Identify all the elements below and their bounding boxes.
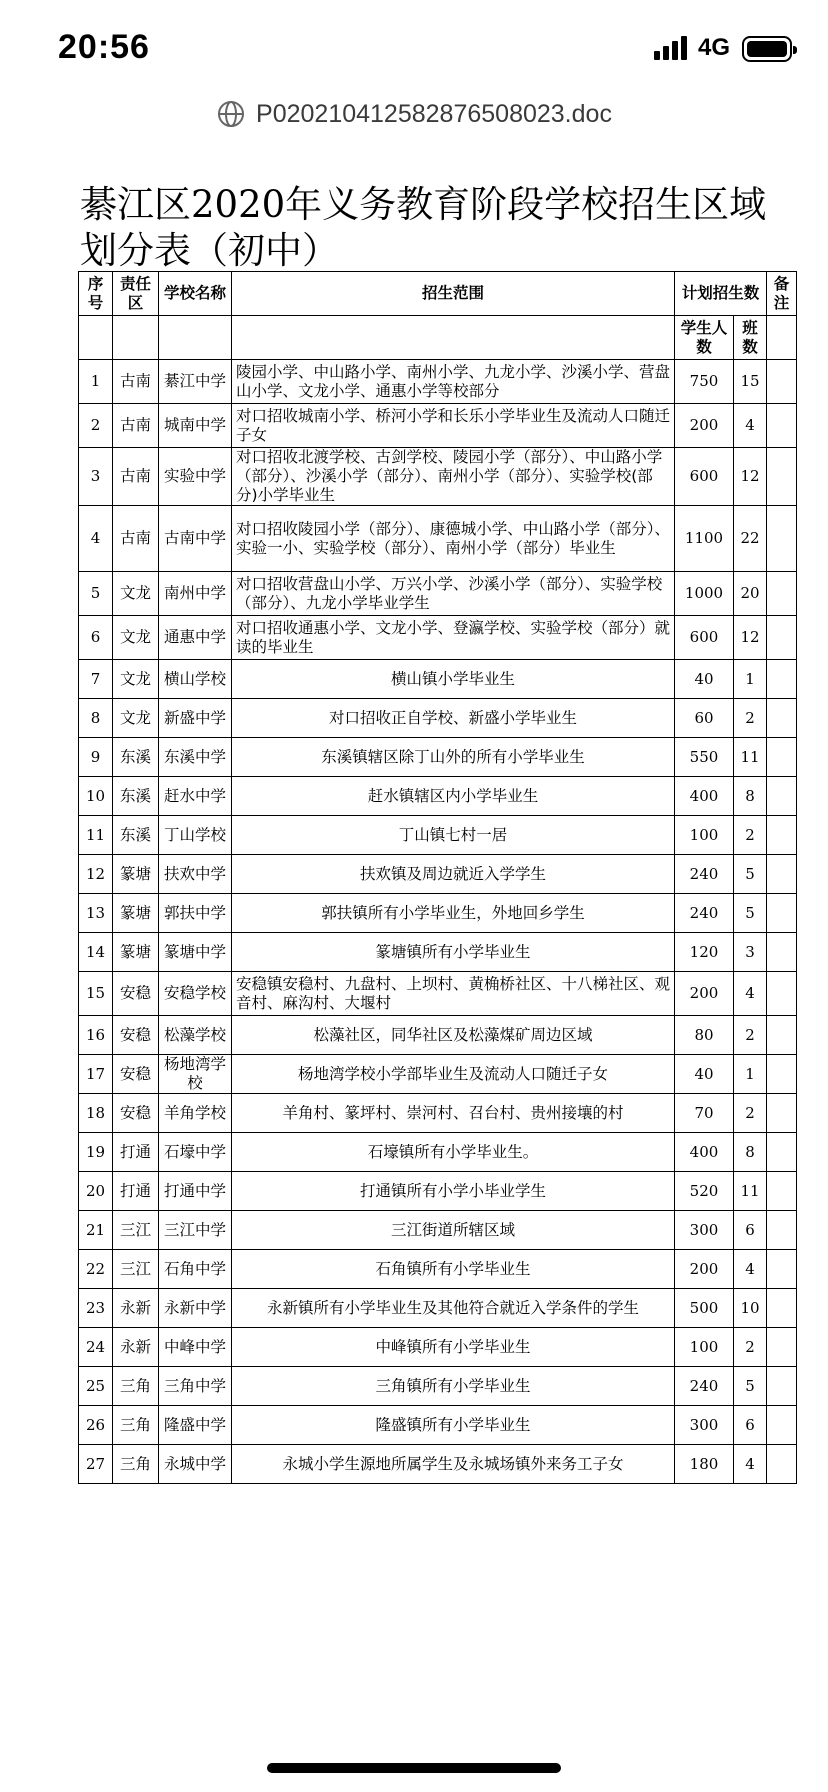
row-students: 1000 bbox=[675, 572, 734, 616]
row-school: 南州中学 bbox=[159, 572, 232, 616]
row-students: 240 bbox=[675, 1367, 734, 1406]
row-remarks bbox=[767, 360, 797, 404]
table-row bbox=[79, 1289, 797, 1328]
status-time: 20:56 bbox=[58, 28, 150, 66]
cellular-signal-icon bbox=[654, 36, 688, 60]
row-district: 三江 bbox=[113, 1250, 159, 1289]
row-students: 400 bbox=[675, 777, 734, 816]
row-school: 新盛中学 bbox=[159, 699, 232, 738]
header-blank bbox=[113, 316, 159, 360]
row-school: 丁山学校 bbox=[159, 816, 232, 855]
row-classes: 22 bbox=[734, 506, 767, 572]
row-remarks bbox=[767, 1211, 797, 1250]
row-remarks bbox=[767, 777, 797, 816]
table-row bbox=[79, 360, 797, 404]
header-remarks: 备注 bbox=[767, 272, 797, 316]
row-classes: 11 bbox=[734, 738, 767, 777]
row-remarks bbox=[767, 816, 797, 855]
row-classes: 2 bbox=[734, 699, 767, 738]
row-school: 石角中学 bbox=[159, 1250, 232, 1289]
row-scope: 石壕镇所有小学毕业生。 bbox=[232, 1133, 675, 1172]
table-row bbox=[79, 1133, 797, 1172]
row-seq: 1 bbox=[79, 360, 113, 404]
row-students: 600 bbox=[675, 448, 734, 506]
row-school: 松藻学校 bbox=[159, 1016, 232, 1055]
row-district: 篆塘 bbox=[113, 933, 159, 972]
row-school: 篆塘中学 bbox=[159, 933, 232, 972]
row-school: 横山学校 bbox=[159, 660, 232, 699]
row-scope: 郭扶镇所有小学毕业生，外地回乡学生 bbox=[232, 894, 675, 933]
header-blank bbox=[79, 316, 113, 360]
row-students: 100 bbox=[675, 816, 734, 855]
row-classes: 4 bbox=[734, 1250, 767, 1289]
network-type: 4G bbox=[698, 34, 731, 61]
row-scope: 丁山镇七村一居 bbox=[232, 816, 675, 855]
table-row bbox=[79, 933, 797, 972]
table-row bbox=[79, 1211, 797, 1250]
row-seq: 7 bbox=[79, 660, 113, 699]
row-district: 三角 bbox=[113, 1367, 159, 1406]
table-row bbox=[79, 616, 797, 660]
row-scope: 永城小学生源地所属学生及永城场镇外来务工子女 bbox=[232, 1445, 675, 1484]
row-classes: 3 bbox=[734, 933, 767, 972]
table-body bbox=[79, 360, 797, 1484]
table-row bbox=[79, 1016, 797, 1055]
row-school: 扶欢中学 bbox=[159, 855, 232, 894]
row-scope: 杨地湾学校小学部毕业生及流动人口随迁子女 bbox=[232, 1055, 675, 1094]
row-scope: 对口招收正自学校、新盛小学毕业生 bbox=[232, 699, 675, 738]
row-district: 打通 bbox=[113, 1133, 159, 1172]
row-classes: 8 bbox=[734, 777, 767, 816]
row-seq: 21 bbox=[79, 1211, 113, 1250]
row-district: 安稳 bbox=[113, 1055, 159, 1094]
row-students: 600 bbox=[675, 616, 734, 660]
row-scope: 中峰镇所有小学毕业生 bbox=[232, 1328, 675, 1367]
row-remarks bbox=[767, 660, 797, 699]
row-classes: 10 bbox=[734, 1289, 767, 1328]
row-remarks bbox=[767, 1328, 797, 1367]
row-scope: 横山镇小学毕业生 bbox=[232, 660, 675, 699]
row-seq: 16 bbox=[79, 1016, 113, 1055]
row-district: 三江 bbox=[113, 1211, 159, 1250]
row-remarks bbox=[767, 894, 797, 933]
row-district: 永新 bbox=[113, 1289, 159, 1328]
row-district: 古南 bbox=[113, 360, 159, 404]
row-classes: 4 bbox=[734, 1445, 767, 1484]
row-seq: 26 bbox=[79, 1406, 113, 1445]
table-row bbox=[79, 1172, 797, 1211]
table-row bbox=[79, 1055, 797, 1094]
row-district: 安稳 bbox=[113, 1094, 159, 1133]
table-row bbox=[79, 404, 797, 448]
table-row bbox=[79, 738, 797, 777]
row-seq: 20 bbox=[79, 1172, 113, 1211]
row-seq: 3 bbox=[79, 448, 113, 506]
row-scope: 对口招收城南小学、桥河小学和长乐小学毕业生及流动人口随迁子女 bbox=[232, 404, 675, 448]
row-students: 40 bbox=[675, 1055, 734, 1094]
row-remarks bbox=[767, 1250, 797, 1289]
row-remarks bbox=[767, 572, 797, 616]
row-remarks bbox=[767, 972, 797, 1016]
row-students: 300 bbox=[675, 1211, 734, 1250]
row-district: 安稳 bbox=[113, 972, 159, 1016]
row-remarks bbox=[767, 1016, 797, 1055]
row-remarks bbox=[767, 855, 797, 894]
row-scope: 对口招收陵园小学（部分）、康德城小学、中山路小学（部分）、实验一小、实验学校（部分）、南州小学（部分）毕业生 bbox=[232, 506, 675, 572]
row-school: 实验中学 bbox=[159, 448, 232, 506]
row-school: 杨地湾学校 bbox=[159, 1055, 232, 1094]
header-classes: 班数 bbox=[734, 316, 767, 360]
row-school: 打通中学 bbox=[159, 1172, 232, 1211]
row-scope: 松藻社区，同华社区及松藻煤矿周边区域 bbox=[232, 1016, 675, 1055]
row-remarks bbox=[767, 1172, 797, 1211]
row-remarks bbox=[767, 738, 797, 777]
file-name: P020210412582876508023.doc bbox=[256, 99, 612, 128]
table-row bbox=[79, 777, 797, 816]
row-remarks bbox=[767, 506, 797, 572]
row-students: 750 bbox=[675, 360, 734, 404]
row-school: 羊角学校 bbox=[159, 1094, 232, 1133]
row-classes: 5 bbox=[734, 1367, 767, 1406]
row-remarks bbox=[767, 699, 797, 738]
row-school: 三江中学 bbox=[159, 1211, 232, 1250]
table-row bbox=[79, 506, 797, 572]
table-row bbox=[79, 1406, 797, 1445]
table-row bbox=[79, 1328, 797, 1367]
row-students: 100 bbox=[675, 1328, 734, 1367]
row-scope: 三角镇所有小学毕业生 bbox=[232, 1367, 675, 1406]
row-district: 东溪 bbox=[113, 816, 159, 855]
header-blank bbox=[232, 316, 675, 360]
row-students: 180 bbox=[675, 1445, 734, 1484]
row-seq: 14 bbox=[79, 933, 113, 972]
row-classes: 1 bbox=[734, 1055, 767, 1094]
row-scope: 对口招收通惠小学、文龙小学、登瀛学校、实验学校（部分）就读的毕业生 bbox=[232, 616, 675, 660]
row-students: 500 bbox=[675, 1289, 734, 1328]
row-district: 文龙 bbox=[113, 699, 159, 738]
row-seq: 5 bbox=[79, 572, 113, 616]
row-classes: 12 bbox=[734, 616, 767, 660]
row-students: 550 bbox=[675, 738, 734, 777]
row-students: 200 bbox=[675, 1250, 734, 1289]
row-remarks bbox=[767, 1367, 797, 1406]
row-seq: 19 bbox=[79, 1133, 113, 1172]
row-students: 200 bbox=[675, 404, 734, 448]
row-district: 三角 bbox=[113, 1406, 159, 1445]
row-seq: 13 bbox=[79, 894, 113, 933]
row-scope: 篆塘镇所有小学毕业生 bbox=[232, 933, 675, 972]
row-school: 安稳学校 bbox=[159, 972, 232, 1016]
row-scope: 打通镇所有小学小毕业学生 bbox=[232, 1172, 675, 1211]
row-district: 三角 bbox=[113, 1445, 159, 1484]
row-classes: 6 bbox=[734, 1406, 767, 1445]
row-seq: 4 bbox=[79, 506, 113, 572]
row-district: 文龙 bbox=[113, 572, 159, 616]
row-students: 1100 bbox=[675, 506, 734, 572]
row-scope: 石角镇所有小学毕业生 bbox=[232, 1250, 675, 1289]
row-school: 永城中学 bbox=[159, 1445, 232, 1484]
row-scope: 永新镇所有小学毕业生及其他符合就近入学条件的学生 bbox=[232, 1289, 675, 1328]
row-scope: 对口招收营盘山小学、万兴小学、沙溪小学（部分）、实验学校（部分）、九龙小学毕业学生 bbox=[232, 572, 675, 616]
row-seq: 17 bbox=[79, 1055, 113, 1094]
row-students: 240 bbox=[675, 855, 734, 894]
row-classes: 5 bbox=[734, 855, 767, 894]
row-school: 赶水中学 bbox=[159, 777, 232, 816]
row-students: 240 bbox=[675, 894, 734, 933]
row-remarks bbox=[767, 404, 797, 448]
row-remarks bbox=[767, 1055, 797, 1094]
header-plan: 计划招生数 bbox=[675, 272, 767, 316]
row-district: 文龙 bbox=[113, 616, 159, 660]
row-remarks bbox=[767, 1406, 797, 1445]
row-scope: 赶水镇辖区内小学毕业生 bbox=[232, 777, 675, 816]
row-students: 120 bbox=[675, 933, 734, 972]
row-remarks bbox=[767, 448, 797, 506]
row-scope: 隆盛镇所有小学毕业生 bbox=[232, 1406, 675, 1445]
row-classes: 1 bbox=[734, 660, 767, 699]
row-school: 通惠中学 bbox=[159, 616, 232, 660]
table-row bbox=[79, 1094, 797, 1133]
row-seq: 23 bbox=[79, 1289, 113, 1328]
row-district: 篆塘 bbox=[113, 894, 159, 933]
file-header[interactable] bbox=[0, 96, 828, 132]
battery-icon bbox=[742, 36, 792, 62]
row-classes: 5 bbox=[734, 894, 767, 933]
row-district: 篆塘 bbox=[113, 855, 159, 894]
row-scope: 陵园小学、中山路小学、南州小学、九龙小学、沙溪小学、营盘山小学、文龙小学、通惠小学等校部分 bbox=[232, 360, 675, 404]
row-classes: 2 bbox=[734, 1328, 767, 1367]
row-school: 城南中学 bbox=[159, 404, 232, 448]
header-students: 学生人数 bbox=[675, 316, 734, 360]
row-classes: 11 bbox=[734, 1172, 767, 1211]
document-title: 綦江区2020年义务教育阶段学校招生区域划分表（初中） bbox=[80, 183, 767, 272]
table-row bbox=[79, 972, 797, 1016]
row-seq: 18 bbox=[79, 1094, 113, 1133]
header-blank bbox=[767, 316, 797, 360]
row-seq: 8 bbox=[79, 699, 113, 738]
row-district: 古南 bbox=[113, 448, 159, 506]
row-school: 石壕中学 bbox=[159, 1133, 232, 1172]
row-district: 东溪 bbox=[113, 738, 159, 777]
row-students: 60 bbox=[675, 699, 734, 738]
row-district: 东溪 bbox=[113, 777, 159, 816]
row-classes: 15 bbox=[734, 360, 767, 404]
row-remarks bbox=[767, 1133, 797, 1172]
row-students: 40 bbox=[675, 660, 734, 699]
admission-table bbox=[78, 271, 797, 1484]
row-seq: 12 bbox=[79, 855, 113, 894]
row-district: 永新 bbox=[113, 1328, 159, 1367]
row-scope: 扶欢镇及周边就近入学学生 bbox=[232, 855, 675, 894]
row-seq: 25 bbox=[79, 1367, 113, 1406]
row-students: 520 bbox=[675, 1172, 734, 1211]
row-scope: 羊角村、篆坪村、崇河村、召台村、贵州接壤的村 bbox=[232, 1094, 675, 1133]
row-remarks bbox=[767, 1094, 797, 1133]
table-row bbox=[79, 572, 797, 616]
row-seq: 15 bbox=[79, 972, 113, 1016]
row-school: 古南中学 bbox=[159, 506, 232, 572]
row-school: 郭扶中学 bbox=[159, 894, 232, 933]
row-school: 永新中学 bbox=[159, 1289, 232, 1328]
row-school: 綦江中学 bbox=[159, 360, 232, 404]
row-seq: 22 bbox=[79, 1250, 113, 1289]
header-district: 责任区 bbox=[113, 272, 159, 316]
table-row bbox=[79, 1445, 797, 1484]
row-scope: 对口招收北渡学校、古剑学校、陵园小学（部分）、中山路小学（部分）、沙溪小学（部分）、南州小学（部分）、实验学校(部分)小学毕业生 bbox=[232, 448, 675, 506]
row-school: 三角中学 bbox=[159, 1367, 232, 1406]
row-scope: 东溪镇辖区除丁山外的所有小学毕业生 bbox=[232, 738, 675, 777]
row-school: 隆盛中学 bbox=[159, 1406, 232, 1445]
row-classes: 20 bbox=[734, 572, 767, 616]
row-students: 400 bbox=[675, 1133, 734, 1172]
table-row bbox=[79, 1367, 797, 1406]
header-scope: 招生范围 bbox=[232, 272, 675, 316]
row-classes: 8 bbox=[734, 1133, 767, 1172]
row-classes: 12 bbox=[734, 448, 767, 506]
row-district: 安稳 bbox=[113, 1016, 159, 1055]
header-seq: 序号 bbox=[79, 272, 113, 316]
row-seq: 6 bbox=[79, 616, 113, 660]
table-row bbox=[79, 448, 797, 506]
row-students: 300 bbox=[675, 1406, 734, 1445]
row-school: 东溪中学 bbox=[159, 738, 232, 777]
table-row bbox=[79, 1250, 797, 1289]
row-district: 文龙 bbox=[113, 660, 159, 699]
row-seq: 11 bbox=[79, 816, 113, 855]
row-district: 古南 bbox=[113, 404, 159, 448]
row-classes: 2 bbox=[734, 816, 767, 855]
header-school: 学校名称 bbox=[159, 272, 232, 316]
row-remarks bbox=[767, 933, 797, 972]
table-row bbox=[79, 855, 797, 894]
row-classes: 6 bbox=[734, 1211, 767, 1250]
row-students: 70 bbox=[675, 1094, 734, 1133]
status-bar bbox=[0, 0, 828, 100]
row-classes: 2 bbox=[734, 1016, 767, 1055]
row-remarks bbox=[767, 1289, 797, 1328]
row-seq: 2 bbox=[79, 404, 113, 448]
row-seq: 24 bbox=[79, 1328, 113, 1367]
table-row bbox=[79, 816, 797, 855]
row-seq: 9 bbox=[79, 738, 113, 777]
home-indicator[interactable] bbox=[267, 1763, 561, 1773]
row-scope: 三江街道所辖区域 bbox=[232, 1211, 675, 1250]
row-seq: 10 bbox=[79, 777, 113, 816]
row-classes: 2 bbox=[734, 1094, 767, 1133]
header-blank bbox=[159, 316, 232, 360]
globe-icon bbox=[216, 99, 246, 129]
row-students: 200 bbox=[675, 972, 734, 1016]
row-district: 古南 bbox=[113, 506, 159, 572]
row-classes: 4 bbox=[734, 404, 767, 448]
row-seq: 27 bbox=[79, 1445, 113, 1484]
row-remarks bbox=[767, 1445, 797, 1484]
table-row bbox=[79, 894, 797, 933]
table-row bbox=[79, 699, 797, 738]
row-classes: 4 bbox=[734, 972, 767, 1016]
row-district: 打通 bbox=[113, 1172, 159, 1211]
row-remarks bbox=[767, 616, 797, 660]
row-scope: 安稳镇安稳村、九盘村、上坝村、黄桷桥社区、十八梯社区、观音村、麻沟村、大堰村 bbox=[232, 972, 675, 1016]
row-students: 80 bbox=[675, 1016, 734, 1055]
table-row bbox=[79, 660, 797, 699]
row-school: 中峰中学 bbox=[159, 1328, 232, 1367]
